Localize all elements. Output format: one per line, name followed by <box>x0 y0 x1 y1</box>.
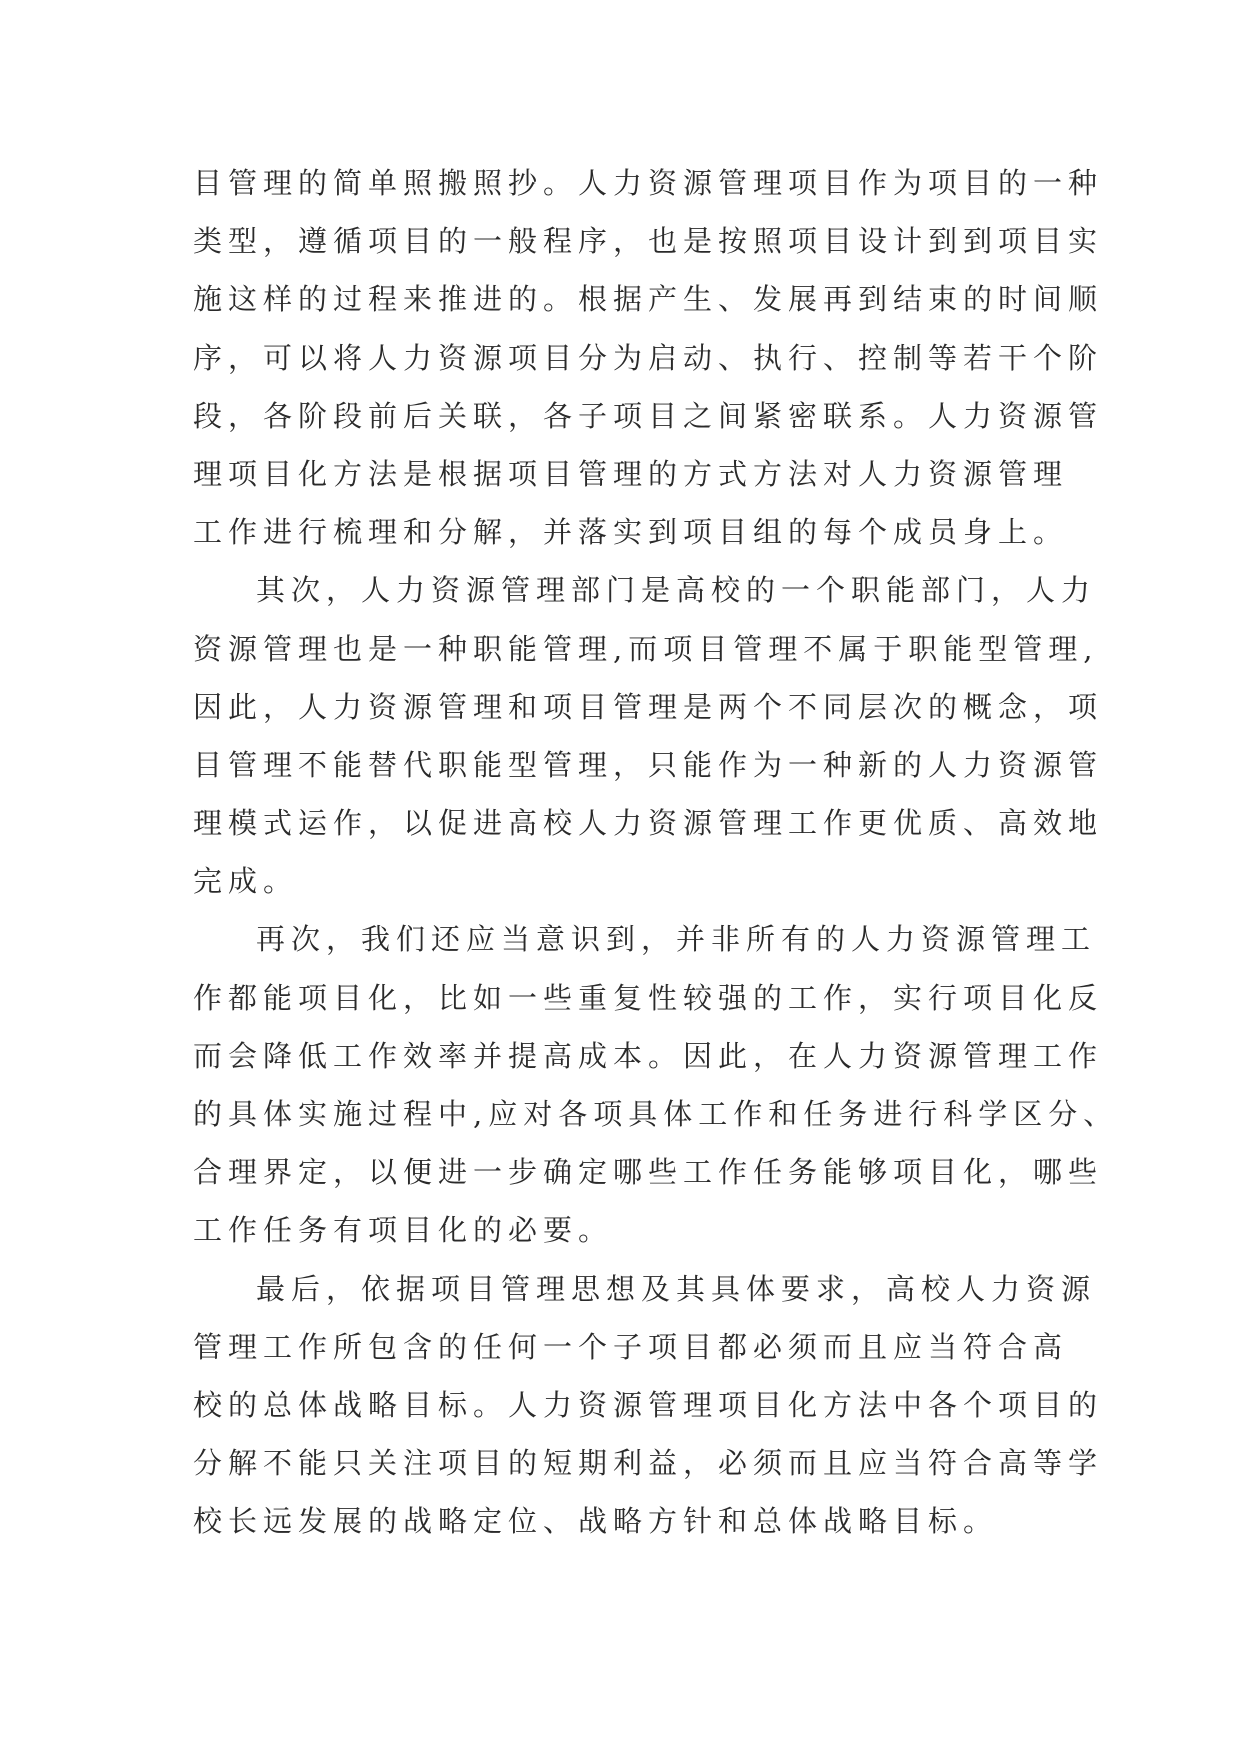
text-line: 其次，人力资源管理部门是高校的一个职能部门，人力 <box>256 573 1097 608</box>
text-line: 因此，人力资源管理和项目管理是两个不同层次的概念，项 <box>193 689 1104 724</box>
text-line: 资源管理也是一种职能管理,而项目管理不属于职能型管理, <box>193 631 1099 666</box>
text-line: 序，可以将人力资源项目分为启动、执行、控制等若干个阶 <box>193 340 1104 375</box>
paragraph-4 <box>193 1260 1104 1551</box>
text-line: 合理界定，以便进一步确定哪些工作任务能够项目化，哪些 <box>193 1155 1104 1190</box>
text-line: 工作进行梳理和分解，并落实到项目组的每个成员身上。 <box>193 515 1069 550</box>
text-line: 工作任务有项目化的必要。 <box>193 1213 614 1248</box>
text-line: 管理工作所包含的任何一个子项目都必须而且应当符合高 <box>193 1329 1069 1364</box>
text-line: 目管理不能替代职能型管理，只能作为一种新的人力资源管 <box>193 747 1104 782</box>
text-line: 段，各阶段前后关联，各子项目之间紧密联系。人力资源管 <box>193 398 1104 433</box>
text-line: 的具体实施过程中,应对各项具体工作和任务进行科学区分、 <box>193 1097 1119 1131</box>
text-line: 理项目化方法是根据项目管理的方式方法对人力资源管理 <box>193 456 1069 491</box>
text-line: 校长远发展的战略定位、战略方针和总体战略目标。 <box>193 1504 999 1539</box>
text-line: 理模式运作，以促进高校人力资源管理工作更优质、高效地 <box>193 806 1104 841</box>
text-line: 类型，遵循项目的一般程序，也是按照项目设计到到项目实 <box>193 224 1104 259</box>
text-line: 完成。 <box>193 864 299 899</box>
text-line: 校的总体战略目标。人力资源管理项目化方法中各个项目的 <box>193 1387 1104 1422</box>
text-line: 再次，我们还应当意识到，并非所有的人力资源管理工 <box>256 922 1097 957</box>
paragraph-2 <box>193 561 1104 910</box>
document-body <box>193 154 1119 1551</box>
text-line: 作都能项目化，比如一些重复性较强的工作，实行项目化反 <box>193 980 1104 1015</box>
text-line: 目管理的简单照搬照抄。人力资源管理项目作为项目的一种 <box>193 166 1104 200</box>
text-line: 分解不能只关注项目的短期利益，必须而且应当符合高等学 <box>193 1446 1104 1481</box>
text-line: 最后，依据项目管理思想及其具体要求，高校人力资源 <box>256 1271 1097 1306</box>
paragraph-3 <box>193 910 1119 1259</box>
text-line: 而会降低工作效率并提高成本。因此，在人力资源管理工作 <box>193 1038 1104 1073</box>
paragraph-1 <box>193 154 1104 561</box>
text-line: 施这样的过程来推进的。根据产生、发展再到结束的时间顺 <box>193 282 1104 317</box>
